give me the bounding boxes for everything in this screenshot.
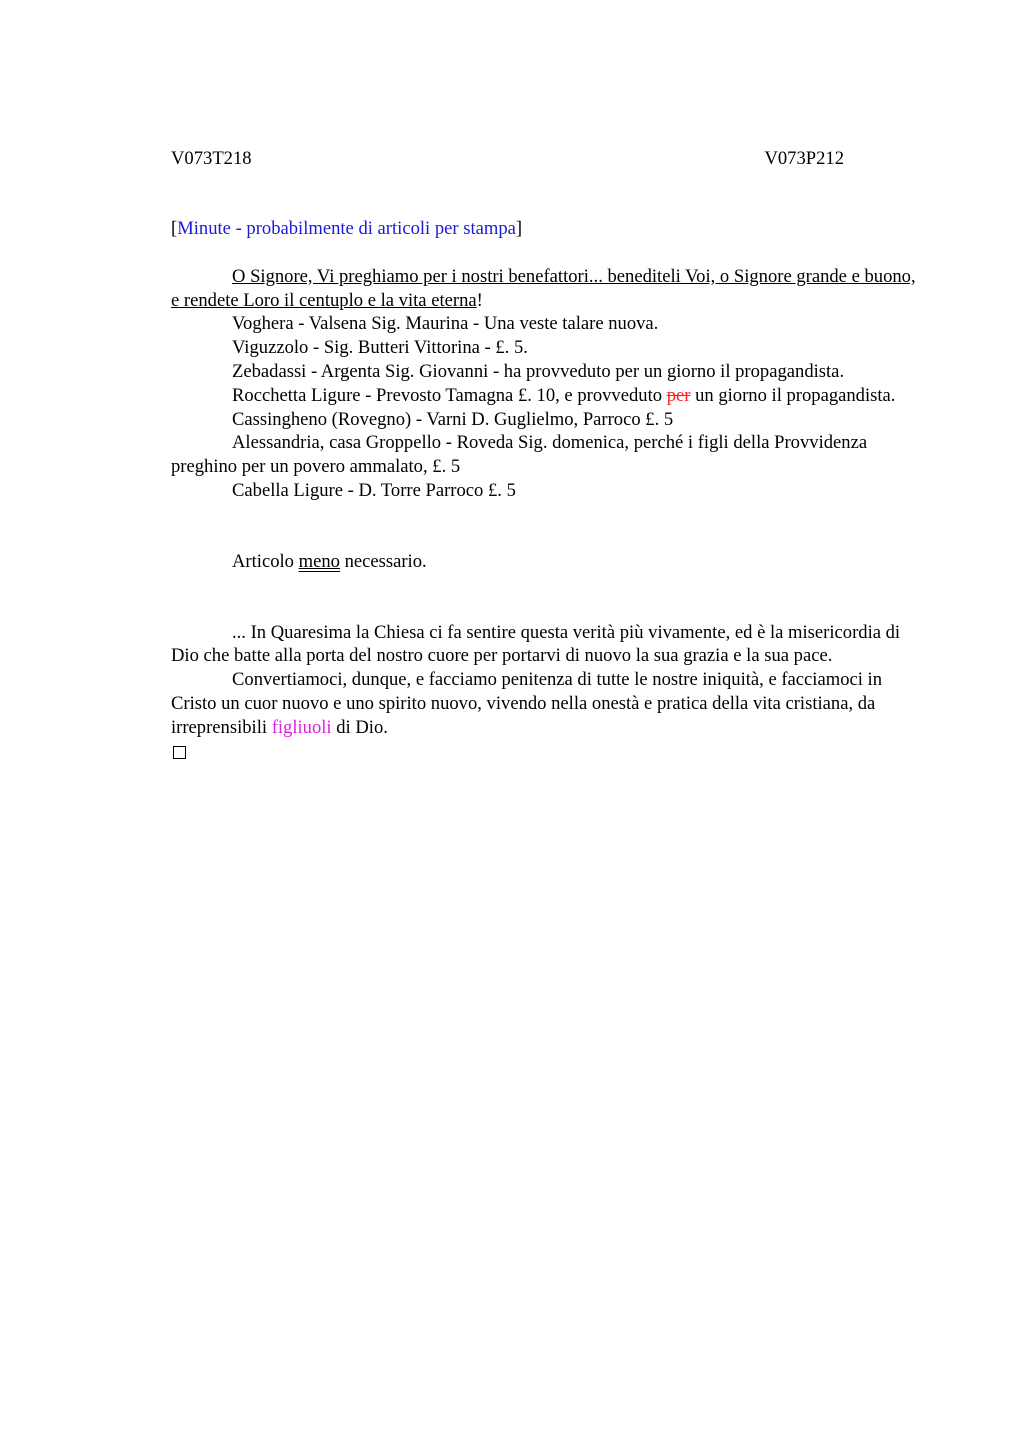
donor-line: Alessandria, casa Groppello - Roveda Sig. domenica, perché i figli della Provvidenza preghino per un povero ammalato, £. 5 bbox=[171, 432, 868, 478]
checkbox-icon bbox=[173, 746, 186, 759]
donor-line-rocchetta bbox=[171, 384, 928, 408]
document-page bbox=[171, 0, 931, 1450]
right-code: V073P212 bbox=[764, 148, 844, 169]
articolo-before: Articolo bbox=[232, 550, 299, 572]
open-bracket: [ bbox=[171, 218, 178, 239]
close-bracket: ] bbox=[515, 218, 523, 239]
spacer bbox=[171, 503, 928, 550]
convertiamoci-before: Convertiamoci, dunque, e facciamo penitenza di tutte le nostre iniquità, e facciamoci in Cristo un cuor nuovo e uno spirito nuovo, vivendo nella onestà e pratica della vita cristiana, da irreprensibili bbox=[171, 669, 883, 738]
rocchetta-after: un giorno il propagandista. bbox=[690, 384, 896, 406]
convertiamoci-paragraph bbox=[171, 668, 928, 739]
left-code: V073T218 bbox=[171, 148, 252, 169]
donor-line: Cassingheno (Rovegno) - Varni D. Guglielmo, Parroco £. 5 bbox=[232, 408, 674, 430]
donor-line: Cabella Ligure - D. Torre Parroco £. 5 bbox=[232, 479, 516, 501]
donor-line: Voghera - Valsena Sig. Maurina - Una veste talare nuova. bbox=[232, 313, 659, 335]
section-heading bbox=[171, 217, 928, 241]
prayer-paragraph bbox=[171, 265, 928, 313]
prayer-exclamation: ! bbox=[476, 289, 483, 311]
articolo-emphasis: meno bbox=[298, 550, 340, 572]
convertiamoci-after: di Dio. bbox=[331, 716, 388, 738]
articolo-after: necessario. bbox=[339, 550, 427, 572]
highlighted-word: figliuoli bbox=[271, 716, 332, 738]
heading-title: Minute - probabilmente di articoli per stampa bbox=[177, 218, 516, 239]
donor-line: Viguzzolo - Sig. Butteri Vittorina - £. 5. bbox=[232, 337, 528, 359]
quaresima-paragraph: ... In Quaresima la Chiesa ci fa sentire questa verità più vivamente, ed è la misericordia di Dio che batte alla porta del nostro cuore per portarvi di nuovo la sua grazia e la sua pace. bbox=[171, 621, 901, 667]
struck-word: per bbox=[666, 384, 691, 406]
spacer bbox=[171, 241, 928, 265]
donor-line: Zebadassi - Argenta Sig. Giovanni - ha provveduto per un giorno il propagandista. bbox=[232, 360, 845, 382]
rocchetta-before: Rocchetta Ligure - Prevosto Tamagna £. 10, e provveduto bbox=[232, 384, 667, 406]
articolo-paragraph bbox=[171, 550, 928, 574]
spacer bbox=[171, 574, 928, 621]
document-body bbox=[171, 217, 928, 765]
prayer-text: O Signore, Vi preghiamo per i nostri benefattori... benediteli Voi, o Signore grande e buono, e rendete Loro il centuplo e la vita eterna bbox=[171, 265, 916, 311]
